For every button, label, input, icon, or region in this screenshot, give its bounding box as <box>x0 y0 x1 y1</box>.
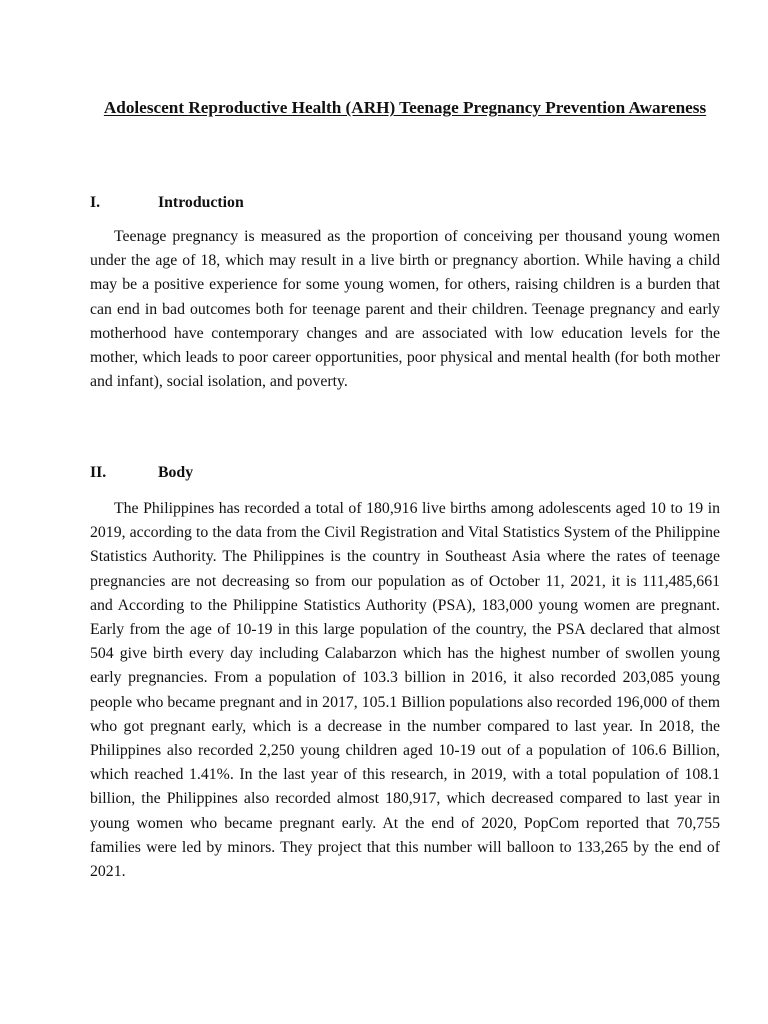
document-title: Adolescent Reproductive Health (ARH) Teenage Pregnancy Prevention Awareness <box>103 98 707 117</box>
section-title: Body <box>158 464 194 481</box>
section-heading-body <box>90 462 193 484</box>
body-paragraph: The Philippines has recorded a total of 180,916 live births among adolescents aged 10 to 19 in 2019, according to the data from the Civil Registration and Vital Statistics System of the Philippine Statistics Authority. The Philippines is the country in Southeast Asia where the rates of teenage pregnancies are not decreasing so from our population as of October 11, 2021, it is 111,485,661 and According to the Philippine Statistics Authority (PSA), 183,000 young women are pregnant. Early from the age of 10-19 in this large population of the country, the PSA declared that almost 504 give birth every day including Calabarzon which has the highest number of swollen young early pregnancies. From a population of 103.3 billion in 2016, it also recorded 203,085 young people who became pregnant and in 2017, 105.1 Billion populations also recorded 196,000 of them who got pregnant early, which is a decrease in the number compared to last year. In 2018, the Philippines also recorded 2,250 young children aged 10-19 out of a population of 106.6 Billion, which reached 1.41%. In the last year of this research, in 2019, with a total population of 108.1 billion, the Philippines also recorded almost 180,917, which decreased compared to last year in young women who became pregnant early. At the end of 2020, PopCom reported that 70,755 families were led by minors. They project that this number will balloon to 133,265 by the end of 2021. <box>90 500 720 881</box>
section-title: Introduction <box>158 194 244 211</box>
section-heading-introduction <box>90 192 244 214</box>
section-number: II. <box>90 464 107 481</box>
section-number: I. <box>90 194 101 211</box>
introduction-paragraph: Teenage pregnancy is measured as the proportion of conceiving per thousand young women under the age of 18, which may result in a live birth or pregnancy abortion. While having a child may be a positive experience for some young women, for others, raising children is a burden that can end in bad outcomes both for teenage parent and their children. Teenage pregnancy and early motherhood have contemporary changes and are associated with low education levels for the mother, which leads to poor career opportunities, poor physical and mental health (for both mother and infant), social isolation, and poverty. <box>90 228 720 391</box>
